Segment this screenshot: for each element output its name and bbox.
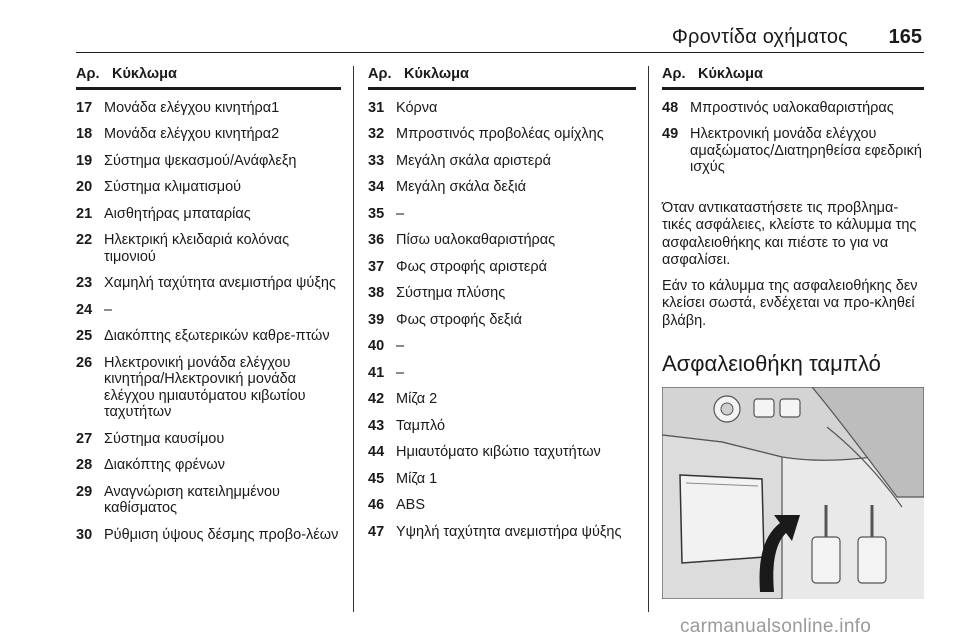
fuse-circuit: Κόρνα [396, 99, 438, 116]
fuse-circuit: Υψηλή ταχύτητα ανεμιστήρα ψύξης [396, 523, 622, 540]
fuse-list [76, 100, 341, 544]
fuse-circuit: Πίσω υαλοκαθαριστήρας [396, 232, 556, 248]
fuse-row [368, 126, 636, 143]
page-header [0, 0, 960, 58]
fuse-row [368, 524, 636, 541]
fuse-number: 44 [368, 444, 385, 460]
fuse-row [368, 365, 636, 382]
fuse-row [368, 153, 636, 170]
header-num: Αρ. [662, 66, 686, 82]
fuse-circuit: Ρύθμιση ύψους δέσμης προβο-λέων [104, 526, 339, 543]
fuse-number: 41 [368, 364, 385, 381]
fuse-number: 46 [368, 497, 385, 513]
fuse-row [368, 285, 636, 302]
fuse-row [76, 302, 341, 319]
fuse-row [76, 431, 341, 448]
fuse-number: 21 [76, 205, 93, 222]
fuse-row [368, 338, 636, 355]
fuse-circuit: Μονάδα ελέγχου κινητήρα1 [104, 99, 280, 116]
fuse-number: 20 [76, 179, 93, 195]
fuse-row [76, 179, 341, 196]
fuse-row [368, 497, 636, 514]
fuse-number: 49 [662, 126, 679, 142]
fuse-row [76, 232, 341, 265]
table-header [76, 66, 341, 90]
fuse-number: 23 [76, 275, 93, 291]
fuse-number: 17 [76, 99, 93, 116]
fuse-number: 32 [368, 126, 385, 142]
fuse-row [368, 232, 636, 249]
fuse-number: 45 [368, 470, 385, 487]
fuse-number: 37 [368, 258, 385, 275]
instruction-paragraph: Όταν αντικαταστήσετε τις προβλημα-τικές ασφάλειες, κλείστε το κάλυμμα της ασφαλειοθήκης και πιέστε το για να ασφαλίσει. [662, 199, 917, 268]
fuse-row [76, 275, 341, 292]
fuse-circuit: Αισθητήρας μπαταρίας [104, 205, 251, 222]
fuse-row [368, 100, 636, 117]
fuse-circuit: Μίζα 1 [396, 470, 438, 487]
fuse-row [76, 484, 341, 517]
fuse-circuit: Μεγάλη σκάλα αριστερά [396, 152, 551, 169]
fuse-number: 31 [368, 99, 385, 116]
column-divider [353, 66, 354, 612]
fuse-table-column-1 [76, 66, 341, 553]
page-number: 165 [888, 26, 922, 48]
fuse-row [76, 206, 341, 223]
fuse-row [76, 457, 341, 474]
fuse-number: 40 [368, 338, 385, 354]
fuse-number: 48 [662, 99, 679, 116]
fuse-number: 18 [76, 126, 93, 142]
fuse-number: 29 [76, 483, 93, 500]
fuse-row [76, 126, 341, 143]
fuse-circuit: Μονάδα ελέγχου κινητήρα2 [104, 126, 280, 142]
fuse-circuit: Σύστημα πλύσης [396, 285, 506, 301]
section-title: Ασφαλειοθήκη ταμπλό [662, 351, 881, 376]
watermark: carmanualsonline.info [680, 616, 872, 637]
fuse-table-column-2 [368, 66, 636, 550]
fuse-row [368, 391, 636, 408]
fuse-number: 30 [76, 526, 93, 543]
fuse-row [368, 471, 636, 488]
fuse-circuit: Μίζα 2 [396, 391, 438, 407]
warning-paragraph: Εάν το κάλυμμα της ασφαλειοθήκης δεν κλείσει σωστά, ενδέχεται να προ-κληθεί βλάβη. [662, 277, 918, 329]
fuse-circuit: – [396, 364, 405, 381]
header-title: Φροντίδα οχήματος [671, 26, 848, 48]
fuse-circuit: Σύστημα κλιματισμού [104, 179, 242, 195]
fuse-number: 25 [76, 328, 93, 344]
fuse-circuit: Ηλεκτρική κλειδαριά κολόνας τιμονιού [104, 232, 290, 265]
fuse-circuit: Ταμπλό [396, 417, 446, 434]
fuse-row [368, 179, 636, 196]
table-header [662, 66, 924, 90]
fuse-number: 47 [368, 523, 385, 540]
fuse-circuit: Ημιαυτόματο κιβώτιο ταχυτήτων [396, 444, 601, 460]
fuse-circuit: Μπροστινός προβολέας ομίχλης [396, 126, 604, 142]
header-num: Αρ. [368, 66, 392, 82]
fuse-row [76, 100, 341, 117]
fuse-circuit: Μεγάλη σκάλα δεξιά [396, 179, 526, 195]
fuse-circuit: Διακόπτης εξωτερικών καθρε-πτών [104, 328, 330, 344]
fuse-number: 33 [368, 152, 385, 169]
table-header [368, 66, 636, 90]
fuse-row [76, 153, 341, 170]
fuse-row [368, 418, 636, 435]
fuse-number: 24 [76, 301, 93, 318]
fuse-number: 22 [76, 232, 93, 248]
header-circuit: Κύκλωμα [698, 66, 763, 82]
fuse-circuit: Χαμηλή ταχύτητα ανεμιστήρα ψύξης [104, 275, 336, 291]
fuse-row [368, 312, 636, 329]
fuse-circuit: ABS [396, 497, 426, 513]
fuse-number: 28 [76, 457, 93, 473]
fuse-number: 34 [368, 179, 385, 195]
fuse-circuit: Ηλεκτρονική μονάδα ελέγχου κινητήρα/Ηλεκτρονική μονάδα ελέγχου ημιαυτόματου κιβωτίου ταχυτήτων [104, 354, 306, 420]
header-num: Αρ. [76, 66, 100, 82]
fuse-row [368, 259, 636, 276]
fuse-number: 39 [368, 311, 385, 328]
fuse-circuit: – [396, 338, 405, 354]
fuse-circuit: – [396, 205, 405, 222]
fuse-circuit: Φως στροφής δεξιά [396, 311, 523, 328]
fuse-circuit: Διακόπτης φρένων [104, 457, 225, 473]
fuse-circuit: Μπροστινός υαλοκαθαριστήρας [690, 99, 894, 116]
header-circuit: Κύκλωμα [112, 66, 177, 82]
fuse-circuit: Αναγνώριση κατειλημμένου καθίσματος [104, 483, 280, 516]
fuse-circuit: Σύστημα ψεκασμού/Ανάφλεξη [104, 152, 297, 169]
fuse-row [662, 126, 924, 176]
fuse-list [662, 100, 924, 176]
fuse-circuit: Σύστημα καυσίμου [104, 430, 225, 447]
fuse-circuit: – [104, 301, 113, 318]
dashboard-fuse-box-illustration [662, 387, 924, 599]
fuse-row [662, 100, 924, 117]
fuse-number: 36 [368, 232, 385, 248]
fuse-row [76, 355, 341, 421]
fuse-list [368, 100, 636, 541]
fuse-row [368, 206, 636, 223]
fuse-number: 35 [368, 205, 385, 222]
fuse-table-column-3 [662, 66, 924, 599]
column-divider [648, 66, 649, 612]
fuse-circuit: Ηλεκτρονική μονάδα ελέγχου αμαξώματος/Διατηρηθείσα εφεδρική ισχύς [690, 126, 922, 175]
fuse-row [76, 328, 341, 345]
fuse-row [76, 527, 341, 544]
header-rule [76, 52, 924, 53]
fuse-number: 43 [368, 417, 385, 434]
fuse-number: 42 [368, 391, 385, 407]
fuse-number: 38 [368, 285, 385, 301]
fuse-circuit: Φως στροφής αριστερά [396, 258, 548, 275]
fuse-number: 26 [76, 354, 93, 371]
fuse-number: 27 [76, 430, 93, 447]
fuse-number: 19 [76, 152, 93, 169]
fuse-row [368, 444, 636, 461]
header-circuit: Κύκλωμα [404, 66, 469, 82]
